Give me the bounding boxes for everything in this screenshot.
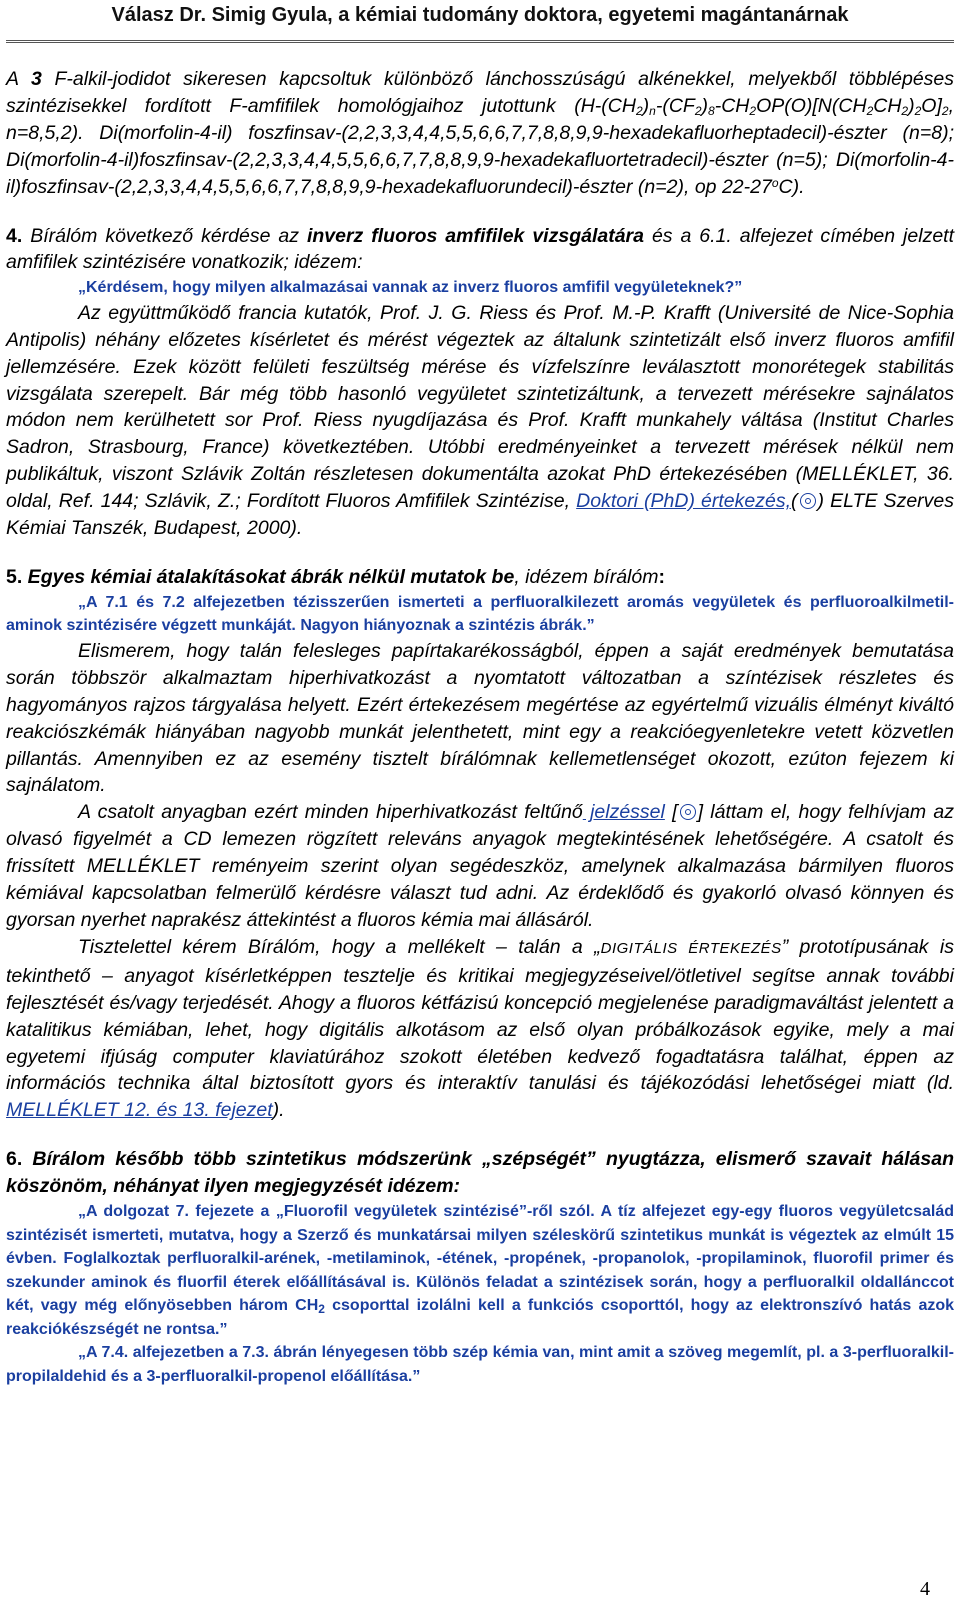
text: O] [921, 94, 942, 117]
section-5-intro [6, 564, 954, 591]
cd-disc-icon[interactable] [680, 804, 696, 820]
subscript: 2 [914, 103, 922, 118]
text: CH [873, 94, 902, 117]
marker-link[interactable]: jelzéssel [582, 801, 665, 824]
subscript: n [649, 103, 656, 118]
text: -CH [714, 94, 750, 117]
text: ELTE Szerves Kémiai Tanszék, Budapest, 2000). [6, 490, 954, 540]
text: C). [778, 175, 805, 198]
reviewer-quote-6a [6, 1200, 954, 1341]
text: ) [701, 94, 709, 117]
answer-5-para-3 [6, 934, 954, 1124]
subscript: 2 [635, 103, 643, 118]
section-number: 6. [6, 1148, 23, 1171]
section-number: 4. [6, 224, 23, 247]
reviewer-quote-6b: „A 7.4. alfejezetben a 7.3. ábrán lényegesen több szép kémia van, mint amit a szöveg megemlít, pl. a 3-perfluoralkil-propilaldehid és a 3-perfluoralkil-propenol előállítása.” [6, 1344, 954, 1385]
section-6-intro [6, 1146, 954, 1200]
text: F-alkil-jodidot sikeresen kapcsoltuk különböző lánchosszúságú alkénekkel, melyekből többlépéses szintézisekkel fordított F-amfifilek homológjaihoz jutottunk (H-(CH [6, 68, 955, 117]
small-caps-text: DIGITÁLIS ÉRTEKEZÉS [600, 939, 782, 957]
subscript: 2 [901, 103, 909, 118]
subscript: 2 [749, 103, 757, 118]
emphasis: Bírálom később több szintetikus módszerünk „szépségét” nyugtázza, elismerő szavait hálásan köszönöm, néhányat ilyen megjegyzését idézem: [6, 1148, 954, 1198]
text: , idézem bírálóm [514, 566, 659, 588]
subscript: 2 [694, 103, 702, 118]
answer-4 [6, 300, 954, 542]
subscript: 2 [941, 103, 949, 118]
text: A [6, 68, 31, 90]
text: : [658, 566, 665, 588]
page-header: Válasz Dr. Simig Gyula, a kémiai tudomány doktora, egyetemi magántanárnak [111, 4, 849, 26]
phd-thesis-link[interactable]: Doktori (PhD) értekezés, [576, 490, 792, 513]
text: , n=8,5,2). Di(morfolin-4-il) foszfinsav-(2,2,3,3,4,4,5,5,6,6,7,7,8,8,9,9-hexadekafluorheptadecil)-észter (n=8); Di(morfolin-4-il)foszfinsav-(2,2,3,3,4,4,5,5,6,6,7,7,8,8,9,9-hexadekafluortetradecil)-észter (n=5); Di(morfolin-4-il)foszfinsav-(2,2,3,3,4,4,5,5,6,6,7,7,8,8,9,9-hexadekafluorundecil)-észter (n=2), op 22-27 [6, 94, 954, 198]
section-number: 5. [6, 566, 23, 588]
answer-5-para-1: Elismerem, hogy talán felesleges papírtakarékosságból, éppen a saját eredmények bemutatása során többször alkalmaztam hiperhivatkozást a nyomtatott változatban a színtézisek részletes és hagyományos rajzos tárgyalása helyett. Ezért értekezésem megértése az egyértelmű vizuális élményt kiváltó reakciószkémák hiányában nagyobb munkát jelenthetett, mint egy a reakcióegyenletekre vetett közvetlen pillantás. Amennyiben ez az esemény tisztelt bírálómnak kellemetlenséget okozott, ezúton fejezem ki sajnálatom. [6, 639, 954, 797]
compound-number: 3 [30, 68, 42, 90]
text: Az együttműködő francia kutatók, Prof. J. G. Riess és Prof. M.-P. Krafft (Université de Nice-Sophia Antipolis) néhány előzetes kísérletet és mérést végeztek az általunk szintetizált első inverz fluoros amfifil jellemzésére. Ezek között felületi feszültség mérése és vízfelszínre leválasztott monorétegek stabilitás vizsgálata szerepelt. Bár még több hasonló vegyületet szintetizáltunk, a tervezett mérésekre sajnálatos módon nem kerülhetett sor Prof. Riess nyugdíjazása és Prof. Krafft munkahely váltása (Institut Charles Sadron, Strasbourg, France) következtében. Utóbbi eredményeinket a tervezett mérések nélkül nem publikáltuk, viszont Szlávik Zoltán részletesen dokumentálta azokat PhD értekezésében (MELLÉKLET, 36. oldal, Ref. 144; Szlávik, Z.; Fordított Fluoros Amfifilek Szintézise, [6, 301, 954, 513]
text: -(CF [655, 94, 695, 117]
text: OP(O)[N(CH [756, 94, 867, 117]
text: „A dolgozat 7. fejezete a „Fluorofil vegyületek szintézisé”-ről szól. A tíz alfejezet egy-egy fluoros vegyületcsalád szintézisét ismerteti, mutatva, hogy a Szerző és munkatársai milyen széleskörű szintetikus munkát is végeztek az elmúlt 15 évben. Foglalkoztak perfluoralkil-arének, -metilaminok, -étének, -propének, -propanolok, -propilaminok, fluorofil primer és szekunder aminok és fluorfil éterek előállításával is. Különös feladat a szintézisek során, hogy a perfluoralkil oldallánccot két, vagy még előnyösebben három CH [6, 1203, 954, 1315]
text: ” prototípusának is tekinthető – anyagot kísérletképpen tesztelje és kritikai megjegyzéseivel/ötletivel segítse annak további fejlesztését és/vagy terjedését. Ahogy a fluoros kétfázisú koncepció megjelenése paradigmaváltást jelentett a katalitikus kémiában, lehet, hogy digitális alkotásom az első olyan próbálkozások egyike, mely a mai egyetemi ifjúság computer klaviatúrához szokott életében kedvező fogadtatásra találhat, éppen az információs technika által biztosított gyors és interaktív tanulási és tájékozódási lehetőségei miatt (ld. [6, 935, 954, 1095]
text: és a 6.1. alfejezet címében jelzett amfifilek szintézisére vonatkozik; idézem: [6, 224, 955, 274]
answer-5-para-2 [6, 799, 954, 934]
text: [ [664, 801, 678, 824]
text: ). [272, 1099, 285, 1122]
document-body [6, 66, 954, 1388]
degree-superscript: o [771, 175, 779, 190]
text: ( [791, 490, 798, 513]
text: csoporttal izolálni kell a funkciós csoporttól, hogy az elektronszívó hatás azok reakciókészségét ne rontsa.” [6, 1297, 955, 1338]
reviewer-quote-5: „A 7.1 és 7.2 alfejezetben tézisszerűen ismerteti a perfluoralkilezett aromás vegyületek és perfluoroalkilmetil-aminok szintézisére végzett munkáját. Nagyon hiányoznak a szintézis ábrák.” [6, 593, 954, 635]
text: A csatolt anyagban ezért minden hiperhivatkozást feltűnő [78, 801, 583, 824]
subscript: 8 [708, 103, 715, 118]
emphasis: Egyes kémiai átalakításokat ábrák nélkül mutatok be [22, 566, 515, 588]
text: ] láttam el, hogy felhívjam az olvasó figyelmét a CD lemezen rögzített releváns anyagok megtekintésének lehetőségére. A csatolt és frissített MELLÉKLET reményeim szerint olyan segédeszköz, amelynek alkalmazása bármilyen fluoros kémiával kapcsolatban felmerülő kérdésre választ tud adni. Az érdeklődő és gyakorló olvasó könnyen és gyorsan nyerhet naprakész áttekintést a fluoros kémia mai állásáról. [6, 801, 955, 931]
text: Tisztelettel kérem Bírálóm, hogy a mellékelt – talán a „ [78, 935, 601, 958]
paragraph-amphiphile-synthesis [6, 66, 954, 201]
header-divider [6, 40, 954, 43]
subscript: 2 [866, 103, 874, 118]
subscript: 2 [318, 1302, 325, 1317]
text: Bírálóm következő kérdése az [22, 224, 307, 247]
text: ) [908, 94, 915, 117]
cd-disc-icon[interactable] [800, 493, 816, 509]
text: ) [817, 490, 825, 513]
section-4-intro [6, 223, 954, 277]
page-number: 4 [920, 1578, 930, 1600]
reviewer-quote-4: „Kérdésem, hogy milyen alkalmazásai vannak az inverz fluoros amfifil vegyületeknek?” [78, 279, 743, 297]
emphasis: inverz fluoros amfifilek vizsgálatára [306, 224, 644, 247]
appendix-link[interactable]: MELLÉKLET 12. és 13. fejezet [6, 1099, 273, 1122]
text: ) [642, 94, 650, 117]
